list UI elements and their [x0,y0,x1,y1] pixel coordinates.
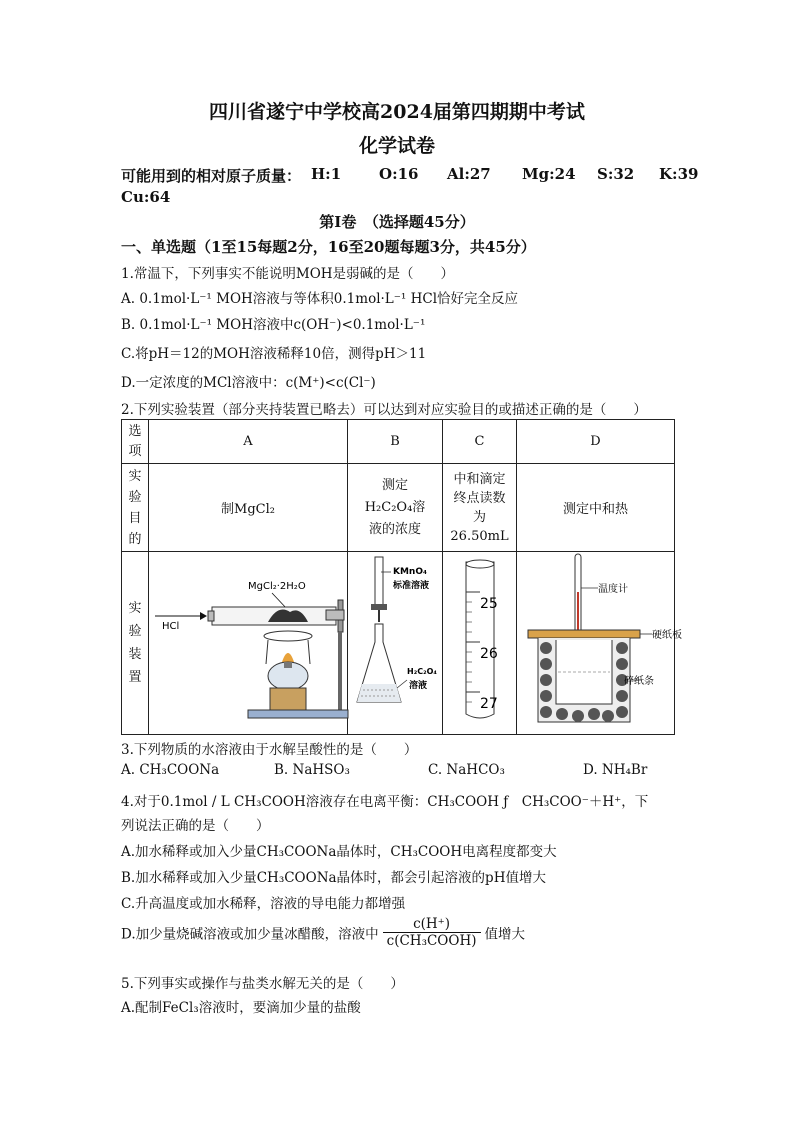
neutralization-heat-apparatus [518,552,682,730]
fig-d-filler-label: 碎纸条 [623,676,654,687]
q1-option-c: C.将pH＝12的MOH溶液稀释10倍，测得pH＞11 [121,346,427,362]
q4-option-d-suffix: 值增大 [484,926,525,943]
col-header-d: D [517,420,675,464]
q4-stem-line1: 4.对于0.1mol / L CH₃COOH溶液存在电离平衡：CH₃COOH ƒ CH₃COO⁻＋H⁺，下 [121,794,649,810]
mgcl2-heating-apparatus [150,552,347,730]
section-heading: 一、单选题（1至15每题2分，16至20题每题3分，共45分） [121,238,536,256]
fig-c-tick-26: 26 [479,646,498,662]
col-header-c: C [443,420,517,464]
q1-stem: 1.常温下，下列事实不能说明MOH是弱碱的是（ ） [121,266,455,282]
q5-option-a: A.配制FeCl₃溶液时，要滴加少量的盐酸 [121,1000,361,1016]
q3-option-c: C. NaHCO₃ [428,762,505,778]
figure-d [517,552,682,735]
col-header-b: B [348,420,443,464]
mass-al: Al:27 [447,165,491,183]
purpose-d: 测定中和热 [517,464,675,552]
figure-c [443,552,517,735]
mass-h: H:1 [311,165,342,183]
q5-stem: 5.下列事实或操作与盐类水解无关的是（ ） [121,976,404,992]
fig-a-gas-label: HCl [161,621,179,632]
q4-option-a: A.加水稀释或加入少量CH₃COONa晶体时，CH₃COOH电离程度都变大 [121,844,557,860]
figure-b [348,552,443,735]
col-header-a: A [149,420,348,464]
atomic-masses-line [121,165,699,185]
q2-table [121,419,682,735]
fig-b-titrant-label-2: 标准溶液 [392,581,429,591]
figure-a [149,552,348,735]
atomic-masses-label: 可能用到的相对原子质量： [121,167,302,185]
row-label-purpose: 实验目的 [122,464,149,552]
q3-option-a: A. CH₃COONa [121,762,220,778]
burette-reading [444,552,516,730]
fig-c-tick-25: 25 [479,596,498,612]
q4-stem-line2: 列说法正确的是（ ） [121,818,270,834]
fig-d-board-label: 硬纸板 [651,630,682,641]
fig-b-analyte-label-2: 溶液 [408,681,427,691]
purpose-a: 制MgCl₂ [149,464,348,552]
exam-title: 四川省遂宁中学校高2024届第四期期中考试 [209,101,585,123]
section-title: 第Ⅰ卷 （选择题45分） [319,213,475,231]
q1-option-a: A. 0.1mol·L⁻¹ MOH溶液与等体积0.1mol·L⁻¹ HCl恰好完全反应 [121,291,519,307]
purpose-c: 中和滴定终点读数为26.50mL [443,464,517,552]
q3-option-d: D. NH₄Br [583,762,648,778]
q4-option-b: B.加水稀释或加入少量CH₃COONa晶体时，都会引起溶液的pH值增大 [121,870,546,886]
mass-cu: Cu:64 [121,188,171,206]
q4-option-d-fraction [383,916,481,949]
mass-o: O:16 [379,165,419,183]
row-label-apparatus: 实验装置 [122,552,149,735]
fig-b-analyte-label-1: H₂C₂O₄ [406,667,437,676]
exam-subtitle: 化学试卷 [358,135,435,157]
mass-k: K:39 [659,165,699,183]
purpose-b: 测定H₂C₂O₄溶液的浓度 [348,464,443,552]
q2-stem: 2.下列实验装置（部分夹持装置已略去）可以达到对应实验目的或描述正确的是（ ） [121,402,647,418]
q4-fraction-denominator: c(CH₃COOH) [386,933,477,949]
fig-a-reagent-label: MgCl₂·2H₂O [247,581,306,592]
fig-c-tick-27: 27 [479,696,498,712]
q1-option-b: B. 0.1mol·L⁻¹ MOH溶液中c(OH⁻)<0.1mol·L⁻¹ [121,317,426,333]
q4-option-d [121,916,525,960]
q4-fraction-numerator: c(H⁺) [383,916,481,933]
fig-d-thermometer-label: 温度计 [597,584,628,595]
q3-stem: 3.下列物质的水溶液由于水解呈酸性的是（ ） [121,742,418,758]
row-label-option: 选项 [122,420,149,464]
titration-apparatus [349,552,442,730]
fig-b-titrant-label-1: KMnO₄ [392,567,427,577]
mass-s: S:32 [597,165,635,183]
q4-option-c: C.升高温度或加水稀释，溶液的导电能力都增强 [121,896,406,912]
mass-mg: Mg:24 [522,165,576,183]
q3-option-b: B. NaHSO₃ [274,762,350,778]
q1-option-d: D.一定浓度的MCl溶液中：c(M⁺)<c(Cl⁻) [121,375,376,391]
q4-option-d-prefix: D.加少量烧碱溶液或加少量冰醋酸，溶液中 [121,926,379,943]
